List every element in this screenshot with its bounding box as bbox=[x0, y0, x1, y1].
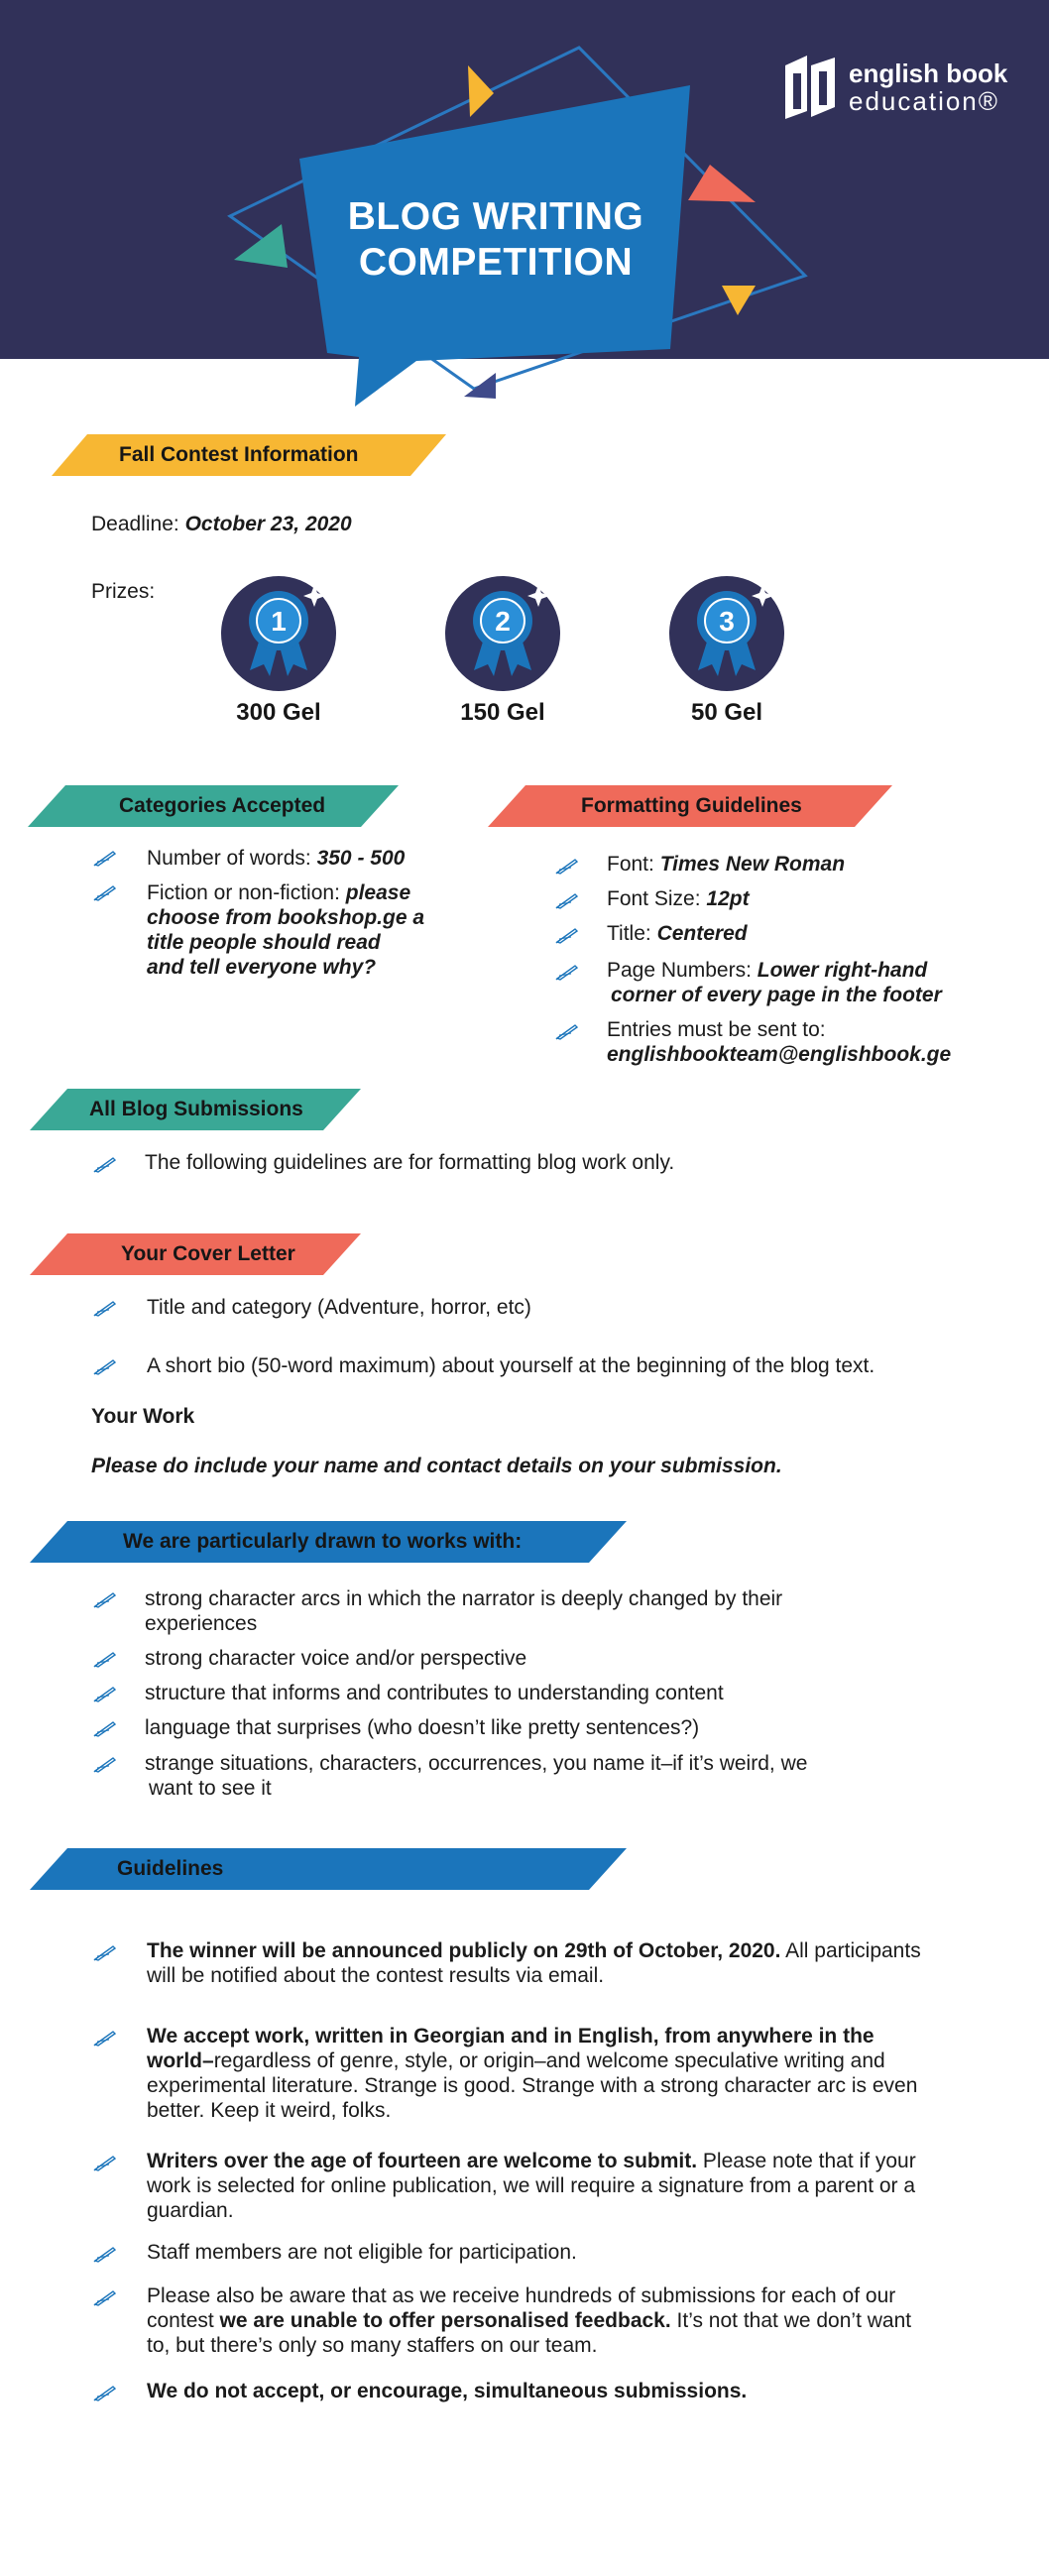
teal-triangle bbox=[234, 224, 288, 268]
prize-amount: 300 Gel bbox=[236, 699, 321, 726]
brand-line-2: education® bbox=[849, 86, 999, 116]
title-value: Centered bbox=[656, 922, 748, 945]
page-label: Page Numbers: bbox=[607, 959, 752, 982]
pen-icon bbox=[93, 1685, 117, 1702]
guideline-2-rest: regardless of genre, style, or origin–and welcome speculative writing and bbox=[213, 2049, 885, 2072]
fiction-text-2: choose from bookshop.ge a bbox=[147, 906, 425, 929]
font-value: Times New Roman bbox=[659, 853, 846, 876]
page-value-1: Lower right-hand bbox=[757, 959, 928, 982]
format-page-numbers bbox=[607, 958, 942, 1007]
pen-icon bbox=[93, 1155, 117, 1173]
format-font bbox=[607, 852, 845, 877]
deadline-value: October 23, 2020 bbox=[184, 513, 352, 535]
size-value: 12pt bbox=[706, 887, 750, 910]
cover-item-1: Title and category (Adventure, horror, etc) bbox=[147, 1296, 531, 1319]
words-value: 350 - 500 bbox=[316, 847, 406, 870]
pen-icon bbox=[93, 883, 117, 901]
banner-submissions bbox=[30, 1089, 363, 1130]
title-line-1: BLOG WRITING bbox=[347, 195, 644, 238]
category-words bbox=[147, 846, 405, 871]
guideline-1-line-2: will be notified about the contest results via email. bbox=[147, 1964, 605, 1987]
guideline-3-rest: Please note that if your bbox=[697, 2150, 916, 2172]
fiction-label: Fiction or non-fiction: bbox=[147, 881, 340, 904]
drawn-item-3: structure that informs and contributes to understanding content bbox=[145, 1682, 724, 1704]
banner-formatting-label: Formatting Guidelines bbox=[581, 794, 802, 817]
banner-drawn-to-label: We are particularly drawn to works with: bbox=[123, 1530, 523, 1553]
guideline-5-bold: we are unable to offer personalised feedback. bbox=[219, 2309, 671, 2332]
pen-icon bbox=[93, 1357, 117, 1375]
your-work-note: Please do include your name and contact details on your submission. bbox=[91, 1455, 782, 1477]
pen-icon bbox=[93, 2029, 117, 2047]
pen-icon bbox=[555, 1022, 579, 1040]
page-title bbox=[317, 194, 674, 286]
pen-icon bbox=[555, 891, 579, 909]
guideline-5-line-2a: contest bbox=[147, 2309, 220, 2332]
pen-icon bbox=[555, 963, 579, 981]
drawn-item-5-line-2: want to see it bbox=[149, 1777, 272, 1800]
prizes-label: Prizes: bbox=[91, 580, 156, 603]
drawn-item-5-line-1: strange situations, characters, occurrences, you name it–if it’s weird, we bbox=[145, 1752, 808, 1775]
medal-icon bbox=[444, 575, 561, 692]
format-entries bbox=[607, 1017, 951, 1067]
banner-formatting bbox=[488, 785, 894, 827]
pen-icon bbox=[93, 2384, 117, 2401]
cover-item-2: A short bio (50-word maximum) about yourself at the beginning of the blog text. bbox=[147, 1354, 875, 1377]
medal-rank: 2 bbox=[495, 606, 511, 637]
guideline-2-bold-1: We accept work, written in Georgian and in English, from anywhere in the bbox=[147, 2025, 874, 2048]
pen-icon bbox=[93, 1943, 117, 1961]
entries-label: Entries must be sent to: bbox=[607, 1018, 826, 1041]
medal-icon bbox=[220, 575, 337, 692]
banner-cover-letter-label: Your Cover Letter bbox=[121, 1242, 295, 1265]
banner-drawn-to bbox=[30, 1521, 629, 1563]
category-fiction bbox=[147, 880, 474, 980]
guideline-3-line-3: guardian. bbox=[147, 2199, 234, 2222]
deadline bbox=[91, 512, 352, 536]
banner-categories-label: Categories Accepted bbox=[119, 794, 326, 817]
banner-fall-contest bbox=[52, 434, 448, 476]
guideline-1-bold: The winner will be announced publicly on 29th of October, 2020. bbox=[147, 1939, 781, 1962]
guideline-2-line-3: experimental literature. Strange is good. Strange with a strong character arc is even bbox=[147, 2074, 918, 2097]
guideline-3-line-2: work is selected for online publication, we will require a signature from a parent or a bbox=[147, 2174, 916, 2197]
prize-amount: 150 Gel bbox=[460, 699, 545, 726]
pen-icon bbox=[93, 849, 117, 867]
guideline-5 bbox=[147, 2283, 911, 2358]
fiction-text-4: and tell everyone why? bbox=[147, 956, 377, 979]
guideline-5-line-3: to, but there’s only so many staffers on our team. bbox=[147, 2334, 598, 2357]
pen-icon bbox=[93, 2288, 117, 2306]
yellow-triangle-right bbox=[722, 286, 756, 315]
pen-icon bbox=[555, 857, 579, 875]
page-value-2: corner of every page in the footer bbox=[611, 984, 942, 1006]
size-label: Font Size: bbox=[607, 887, 701, 910]
banner-guidelines-label: Guidelines bbox=[117, 1857, 224, 1880]
brand-name bbox=[849, 59, 1007, 115]
guideline-1 bbox=[147, 1938, 921, 1988]
deadline-label: Deadline: bbox=[91, 513, 179, 535]
banner-fall-contest-label: Fall Contest Information bbox=[119, 443, 359, 466]
pen-icon bbox=[93, 2245, 117, 2263]
banner-submissions-label: All Blog Submissions bbox=[89, 1098, 303, 1120]
pen-icon bbox=[93, 2154, 117, 2171]
yellow-triangle-top bbox=[468, 65, 494, 117]
words-label: Number of words: bbox=[147, 847, 311, 870]
pen-icon bbox=[555, 926, 579, 944]
pen-icon bbox=[93, 1650, 117, 1668]
fiction-text-1: please bbox=[345, 881, 411, 904]
guideline-2 bbox=[147, 2024, 917, 2123]
drawn-item-2: strong character voice and/or perspective bbox=[145, 1647, 527, 1670]
guideline-3-bold: Writers over the age of fourteen are welcome to submit. bbox=[147, 2150, 698, 2172]
pen-icon bbox=[93, 1299, 117, 1317]
banner-cover-letter bbox=[30, 1233, 363, 1275]
guideline-2-line-4: better. Keep it weird, folks. bbox=[147, 2099, 392, 2122]
pen-icon bbox=[93, 1755, 117, 1773]
brand-logo-block[interactable] bbox=[781, 52, 1007, 123]
guideline-5-line-2c: It’s not that we don’t want bbox=[670, 2309, 912, 2332]
coral-triangle bbox=[688, 165, 756, 202]
submissions-item: The following guidelines are for formatting blog work only. bbox=[145, 1151, 675, 1174]
guideline-2-bold-2: world– bbox=[147, 2049, 214, 2072]
format-title bbox=[607, 921, 748, 946]
guideline-5-line-1: Please also be aware that as we receive hundreds of submissions for each of our bbox=[147, 2284, 896, 2307]
medal-icon bbox=[668, 575, 785, 692]
guideline-4: Staff members are not eligible for participation. bbox=[147, 2241, 577, 2264]
font-label: Font: bbox=[607, 853, 654, 876]
guideline-6: We do not accept, or encourage, simultaneous submissions. bbox=[147, 2380, 748, 2402]
drawn-item-1 bbox=[145, 1586, 782, 1636]
fiction-text-3: title people should read bbox=[147, 931, 381, 954]
banner-categories bbox=[28, 785, 401, 827]
banner-guidelines bbox=[30, 1848, 629, 1890]
title-line-2: COMPETITION bbox=[358, 241, 634, 284]
format-size bbox=[607, 886, 750, 911]
drawn-item-4: language that surprises (who doesn’t like pretty sentences?) bbox=[145, 1716, 700, 1739]
drawn-item-1-line-2: experiences bbox=[145, 1612, 258, 1635]
brand-line-1: english book bbox=[849, 59, 1008, 88]
entries-email[interactable]: englishbookteam@englishbook.ge bbox=[607, 1043, 952, 1066]
medal-rank: 3 bbox=[719, 606, 735, 637]
drawn-item-1-line-1: strong character arcs in which the narrator is deeply changed by their bbox=[145, 1587, 783, 1610]
guideline-1-rest: All participants bbox=[780, 1939, 921, 1962]
hero-header bbox=[0, 0, 1049, 359]
title-label: Title: bbox=[607, 922, 651, 945]
pen-icon bbox=[93, 1590, 117, 1608]
guideline-3 bbox=[147, 2149, 916, 2223]
prize-amount: 50 Gel bbox=[690, 699, 763, 726]
your-work-heading: Your Work bbox=[91, 1405, 195, 1428]
medal-rank: 1 bbox=[271, 606, 287, 637]
drawn-item-5 bbox=[145, 1751, 807, 1801]
pen-icon bbox=[93, 1719, 117, 1737]
book-logo-icon bbox=[781, 52, 839, 123]
